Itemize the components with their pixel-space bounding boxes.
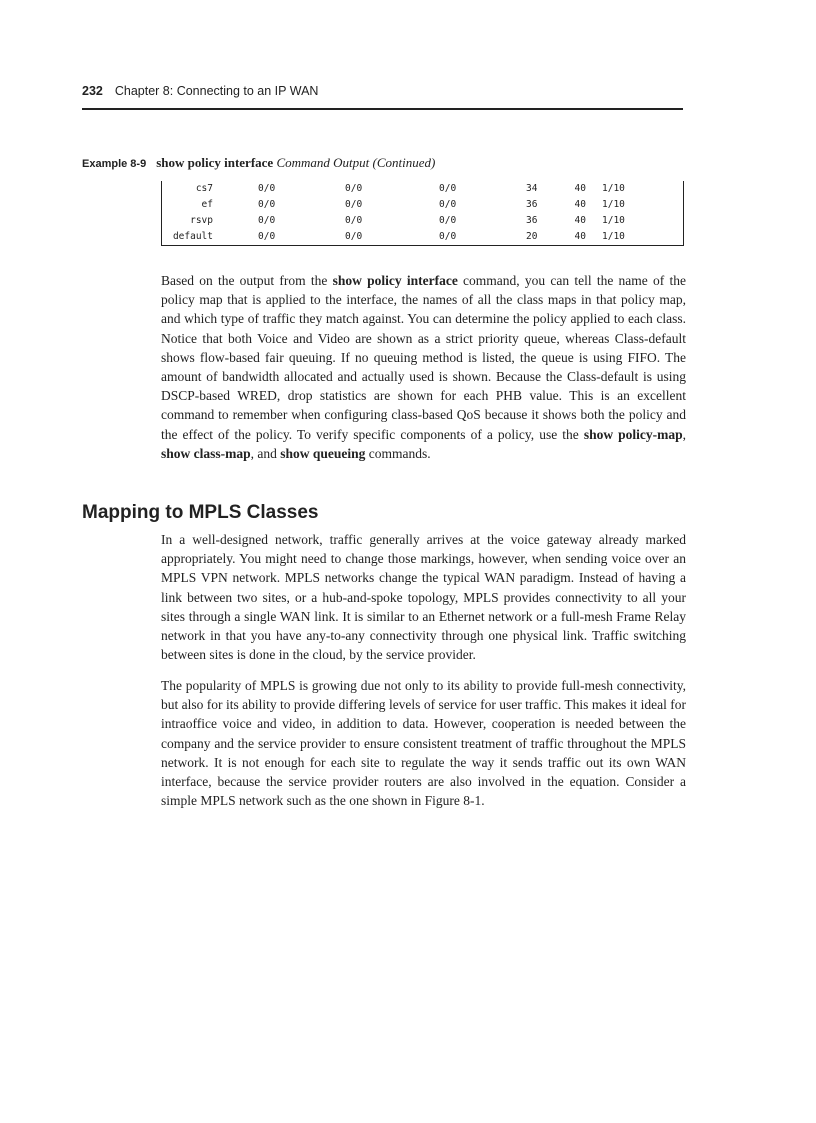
output-cell: 0/0 <box>258 199 276 210</box>
output-cell: 40 <box>574 199 586 210</box>
output-cell: 40 <box>574 215 586 226</box>
example-command: show policy interface <box>156 155 274 170</box>
paragraph-mpls-popularity: The popularity of MPLS is growing due not only to its ability to provide full-mesh connectivity, but also for its ability to provide differing levels of service for user traffic. This makes it ideal for intraoffice voice and video, in addition to data. However, cooperation is needed between the company and the service provider to ensure consistent treatment of traffic throughout the MPLS network. It is not enough for each site to regulate the way it sends traffic out its own WAN interface, because the service provider routers are also involved in the equation. Consider a simple MPLS network such as the one shown in Figure 8-1. <box>161 678 686 809</box>
text-run: commands. <box>365 445 431 461</box>
output-cell: 0/0 <box>439 199 457 210</box>
output-row <box>162 181 683 197</box>
paragraph-policy-output <box>161 271 686 463</box>
output-cell: 0/0 <box>345 215 363 226</box>
output-cell: 1/10 <box>602 183 625 194</box>
page-number: 232 <box>82 84 103 98</box>
chapter-title: Chapter 8: Connecting to an IP WAN <box>114 84 319 98</box>
output-cell: 0/0 <box>345 231 363 242</box>
text-run: , and <box>250 445 281 461</box>
inline-command: show queueing <box>280 445 366 461</box>
output-cell: 1/10 <box>602 215 625 226</box>
output-row <box>162 213 683 229</box>
inline-command: show class-map <box>161 445 251 461</box>
output-cell: 1/10 <box>602 199 625 210</box>
output-cell: 0/0 <box>258 231 276 242</box>
output-cell: default <box>172 231 213 242</box>
output-cell: 0/0 <box>439 183 457 194</box>
output-cell: 0/0 <box>439 231 457 242</box>
output-cell: 20 <box>526 231 538 242</box>
output-row <box>162 197 683 213</box>
output-cell: 0/0 <box>345 183 363 194</box>
output-cell: 1/10 <box>602 231 625 242</box>
output-cell: 36 <box>526 199 538 210</box>
inline-command: show policy interface <box>332 273 458 288</box>
example-caption <box>82 155 435 171</box>
section-heading: Mapping to MPLS Classes <box>82 502 319 523</box>
command-output <box>161 181 684 246</box>
page-header <box>82 84 683 110</box>
example-caption-rest: Command Output (Continued) <box>276 155 436 170</box>
output-cell: 0/0 <box>439 215 457 226</box>
text-run: command, you can tell the name of the policy map that is applied to the interface, the names of all the class maps in that policy map, and which type of traffic they match against. You can determine the policy applied to each class. Notice that both Voice and Video are shown as a strict priority queue, whereas Class-default shows flow-based fair queuing. If no queuing method is listed, the queue is using FIFO. The amount of bandwidth allocated and actually used is shown. Because the Class-default is using DSCP-based WRED, drop statistics are shown for each PHB value. This is an excellent command to remember when configuring class-based QoS because it shows both the policy and the effect of the policy. To verify specific components of a policy, use the <box>161 273 686 442</box>
output-cell: 34 <box>526 183 538 194</box>
inline-command: show policy-map <box>583 426 683 442</box>
text-run: Based on the output from the <box>161 273 333 288</box>
output-row <box>162 229 683 245</box>
output-cell: 40 <box>574 231 586 242</box>
output-cell: 0/0 <box>258 215 276 226</box>
paragraph-mpls-intro: In a well-designed network, traffic generally arrives at the voice gateway already marked appropriately. You might need to change those markings, however, when sending voice over an MPLS VPN network. MPLS networks change the typical WAN paradigm. Instead of having a link between two sites, or a hub-and-spoke topology, MPLS provides connectivity to all your sites through a single WAN link. It is similar to an Ethernet network or a full-mesh Frame Relay network in that you have any-to-any connectivity through one physical link. Traffic switching between sites is done in the cloud, by the service provider. <box>161 532 686 663</box>
output-cell: 40 <box>574 183 586 194</box>
example-label: Example 8-9 <box>82 158 147 170</box>
output-cell: cs7 <box>195 183 213 194</box>
output-cell: rsvp <box>190 215 213 226</box>
output-cell: 36 <box>526 215 538 226</box>
output-cell: 0/0 <box>345 199 363 210</box>
output-cell: 0/0 <box>258 183 276 194</box>
output-cell: ef <box>201 199 213 210</box>
text-run: , <box>682 426 686 442</box>
